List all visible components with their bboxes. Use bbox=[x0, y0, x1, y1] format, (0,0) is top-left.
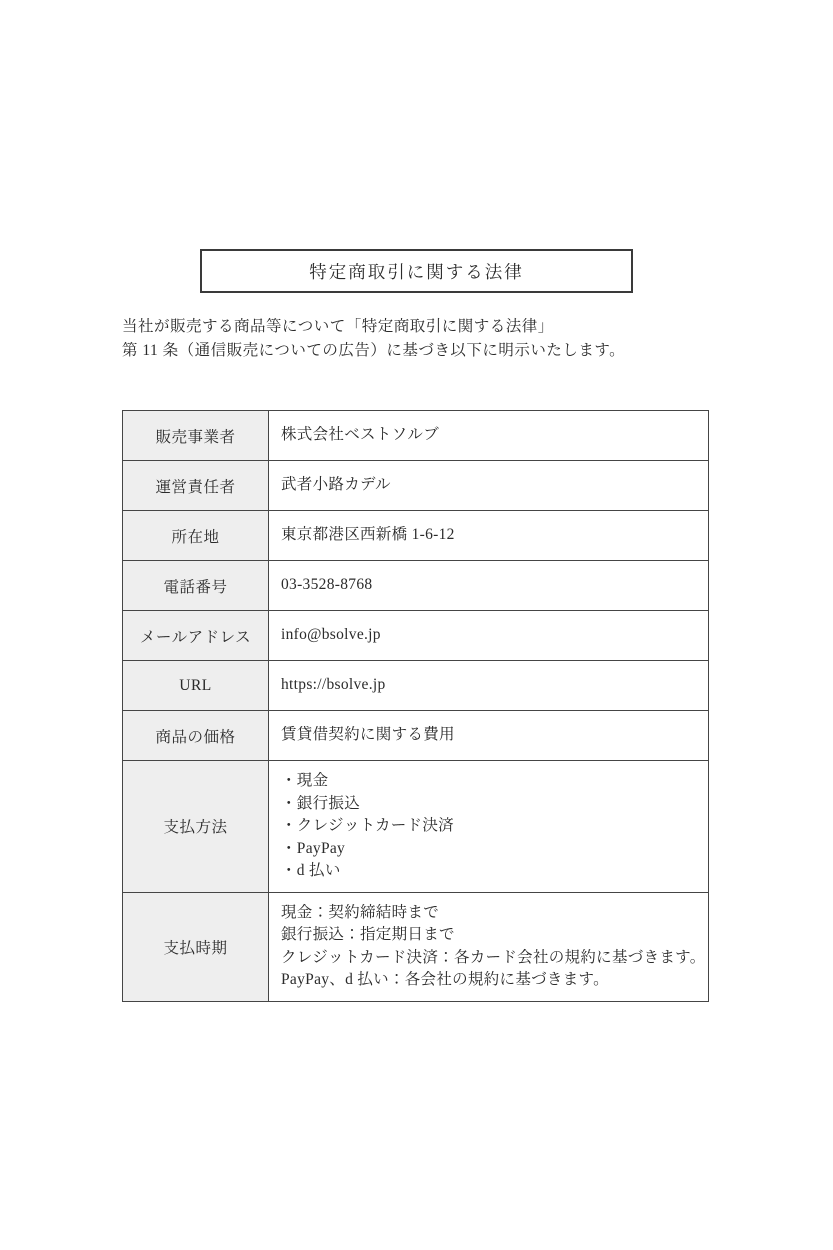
value-line: 賃貸借契約に関する費用 bbox=[281, 726, 455, 744]
value-line: ・PayPay bbox=[281, 839, 346, 857]
page-title: 特定商取引に関する法律 bbox=[309, 261, 524, 282]
table-row-price bbox=[123, 711, 709, 761]
table-row-url bbox=[123, 661, 709, 711]
info-table bbox=[122, 410, 709, 1002]
intro-line-2: 第 11 条（通信販売についての広告）に基づき以下に明示いたします。 bbox=[122, 341, 626, 359]
table-row-phone bbox=[123, 561, 709, 611]
row-value bbox=[269, 761, 709, 893]
row-label: 商品の価格 bbox=[123, 711, 269, 761]
value-line: 現金：契約締結時まで bbox=[281, 903, 440, 921]
value-line: 銀行振込：指定期日まで bbox=[281, 926, 455, 943]
row-label: URL bbox=[123, 661, 269, 711]
value-line: ・現金 bbox=[281, 772, 329, 789]
row-label: 電話番号 bbox=[123, 561, 269, 611]
table-row-manager bbox=[123, 461, 709, 511]
row-label: メールアドレス bbox=[123, 611, 269, 661]
table-row-payment-methods bbox=[123, 761, 709, 893]
row-label: 販売事業者 bbox=[123, 411, 269, 461]
row-value bbox=[269, 661, 709, 711]
row-label: 支払方法 bbox=[123, 761, 269, 893]
title-box bbox=[200, 249, 633, 293]
table-row-seller bbox=[123, 411, 709, 461]
value-line: 03-3528-8768 bbox=[281, 576, 373, 594]
value-line: 東京都港区西新橋 1-6-12 bbox=[281, 526, 455, 544]
table-row-address bbox=[123, 511, 709, 561]
value-line: クレジットカード決済：各カード会社の規約に基づきます。 bbox=[281, 948, 706, 966]
row-value bbox=[269, 461, 709, 511]
value-line: ・銀行振込 bbox=[281, 794, 361, 812]
row-value bbox=[269, 561, 709, 611]
row-value bbox=[269, 711, 709, 761]
row-value bbox=[269, 611, 709, 661]
row-label: 支払時期 bbox=[123, 892, 269, 1001]
table-row-payment-timing bbox=[123, 892, 709, 1001]
value-line: info@bsolve.jp bbox=[281, 626, 381, 644]
value-line: https://bsolve.jp bbox=[281, 676, 386, 694]
table-row-email bbox=[123, 611, 709, 661]
value-line: 株式会社ベストソルブ bbox=[281, 426, 440, 444]
value-line: 武者小路カデル bbox=[281, 476, 391, 494]
row-value bbox=[269, 511, 709, 561]
row-label: 運営責任者 bbox=[123, 461, 269, 511]
value-line: ・d 払い bbox=[281, 862, 341, 879]
row-value bbox=[269, 411, 709, 461]
value-line: PayPay、d 払い：各会社の規約に基づきます。 bbox=[281, 971, 609, 988]
intro-line-1: 当社が販売する商品等について「特定商取引に関する法律」 bbox=[122, 318, 554, 335]
row-value bbox=[269, 892, 709, 1001]
intro-text bbox=[122, 315, 625, 362]
value-line: ・クレジットカード決済 bbox=[281, 817, 454, 834]
row-label: 所在地 bbox=[123, 511, 269, 561]
